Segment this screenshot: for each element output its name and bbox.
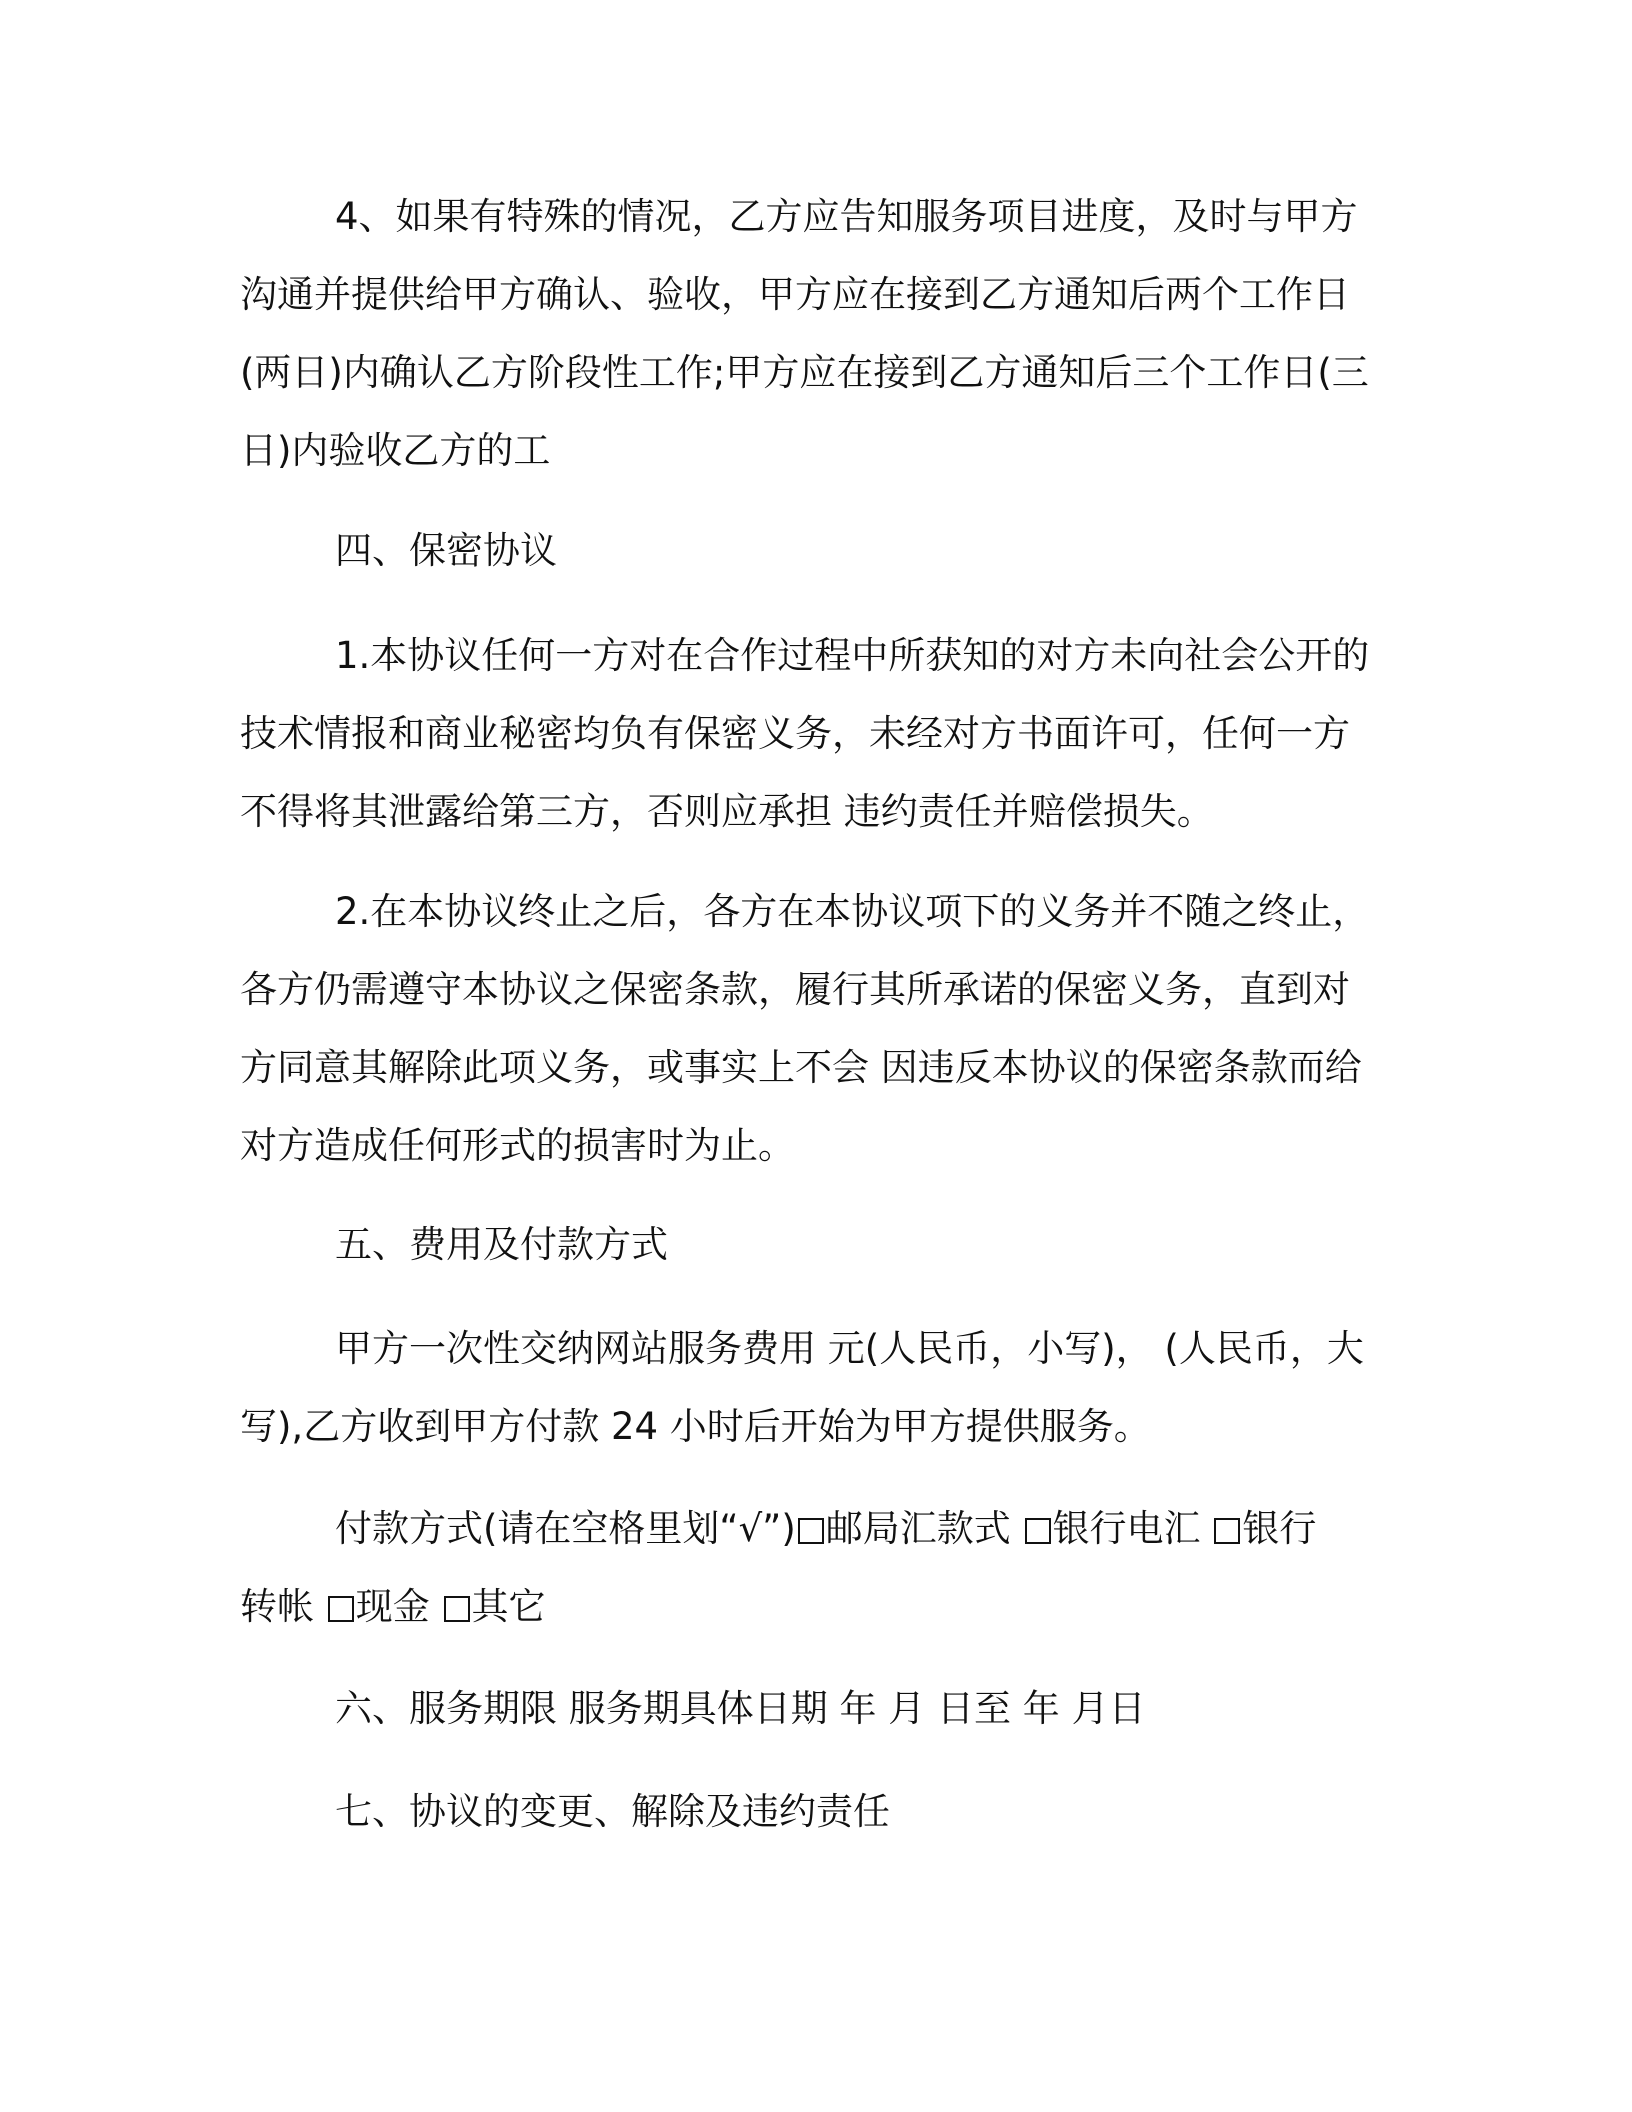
section-6-heading-block: [240, 1670, 1390, 1748]
text-line: 写),乙方收到甲方付款 24 小时后开始为甲方提供服务。: [240, 1405, 1151, 1448]
option-label: 银行: [1242, 1507, 1317, 1550]
text-line: 方同意其解除此项义务，或事实上不会 因违反本协议的保密条款而给: [240, 1046, 1362, 1089]
section-5-heading-block: [240, 1206, 1390, 1284]
text-line: 不得将其泄露给第三方，否则应承担 违约责任并赔偿损失。: [240, 790, 1214, 833]
option-label: 邮局汇款式: [825, 1507, 1011, 1550]
section-heading: 七、协议的变更、解除及违约责任: [335, 1790, 890, 1833]
option-label: 转帐: [240, 1585, 314, 1628]
checkbox-cash[interactable]: [328, 1596, 354, 1622]
text-line: (两日)内确认乙方阶段性工作;甲方应在接到乙方通知后三个工作日(三: [240, 351, 1369, 394]
text-line: 4、如果有特殊的情况，乙方应告知服务项目进度，及时与甲方: [335, 195, 1358, 238]
text-line: 对方造成任何形式的损害时为止。: [240, 1124, 795, 1167]
section-heading: 四、保密协议: [335, 529, 557, 572]
confidentiality-clause-1: [240, 617, 1390, 851]
section-heading: 五、费用及付款方式: [335, 1223, 668, 1266]
checkbox-other[interactable]: [444, 1596, 470, 1622]
text-line: 日)内验收乙方的工: [240, 429, 551, 472]
payment-method-paragraph: [240, 1490, 1390, 1646]
payment-prefix: 付款方式(请在空格里划“√”): [335, 1507, 796, 1550]
payment-line-1: [240, 1490, 1390, 1568]
option-label: 现金: [355, 1585, 430, 1628]
text-line: 沟通并提供给甲方确认、验收，甲方应在接到乙方通知后两个工作日: [240, 273, 1350, 316]
section-7-heading-block: [240, 1773, 1390, 1851]
text-line: 技术情报和商业秘密均负有保密义务，未经对方书面许可，任何一方: [240, 712, 1350, 755]
payment-line-2: [240, 1568, 1390, 1646]
text-line: 2.在本协议终止之后，各方在本协议项下的义务并不随之终止，: [335, 890, 1370, 933]
section-heading: 六、服务期限 服务期具体日期 年 月 日至 年 月日: [335, 1687, 1146, 1730]
option-label: 银行电汇: [1052, 1507, 1201, 1550]
checkbox-bank-wire[interactable]: [1025, 1518, 1051, 1544]
clause-4-paragraph: [240, 178, 1390, 490]
section-4-heading-block: [240, 512, 1390, 590]
fee-paragraph: [240, 1310, 1390, 1466]
text-line: 各方仍需遵守本协议之保密条款，履行其所承诺的保密义务，直到对: [240, 968, 1350, 1011]
confidentiality-clause-2: [240, 873, 1390, 1185]
text-line: 1.本协议任何一方对在合作过程中所获知的对方未向社会公开的: [335, 634, 1370, 677]
checkbox-postal-remittance[interactable]: [798, 1518, 824, 1544]
text-line: 甲方一次性交纳网站服务费用 元(人民币，小写)， (人民币，大: [335, 1327, 1364, 1370]
option-label: 其它: [471, 1585, 546, 1628]
checkbox-bank-transfer[interactable]: [1214, 1518, 1240, 1544]
